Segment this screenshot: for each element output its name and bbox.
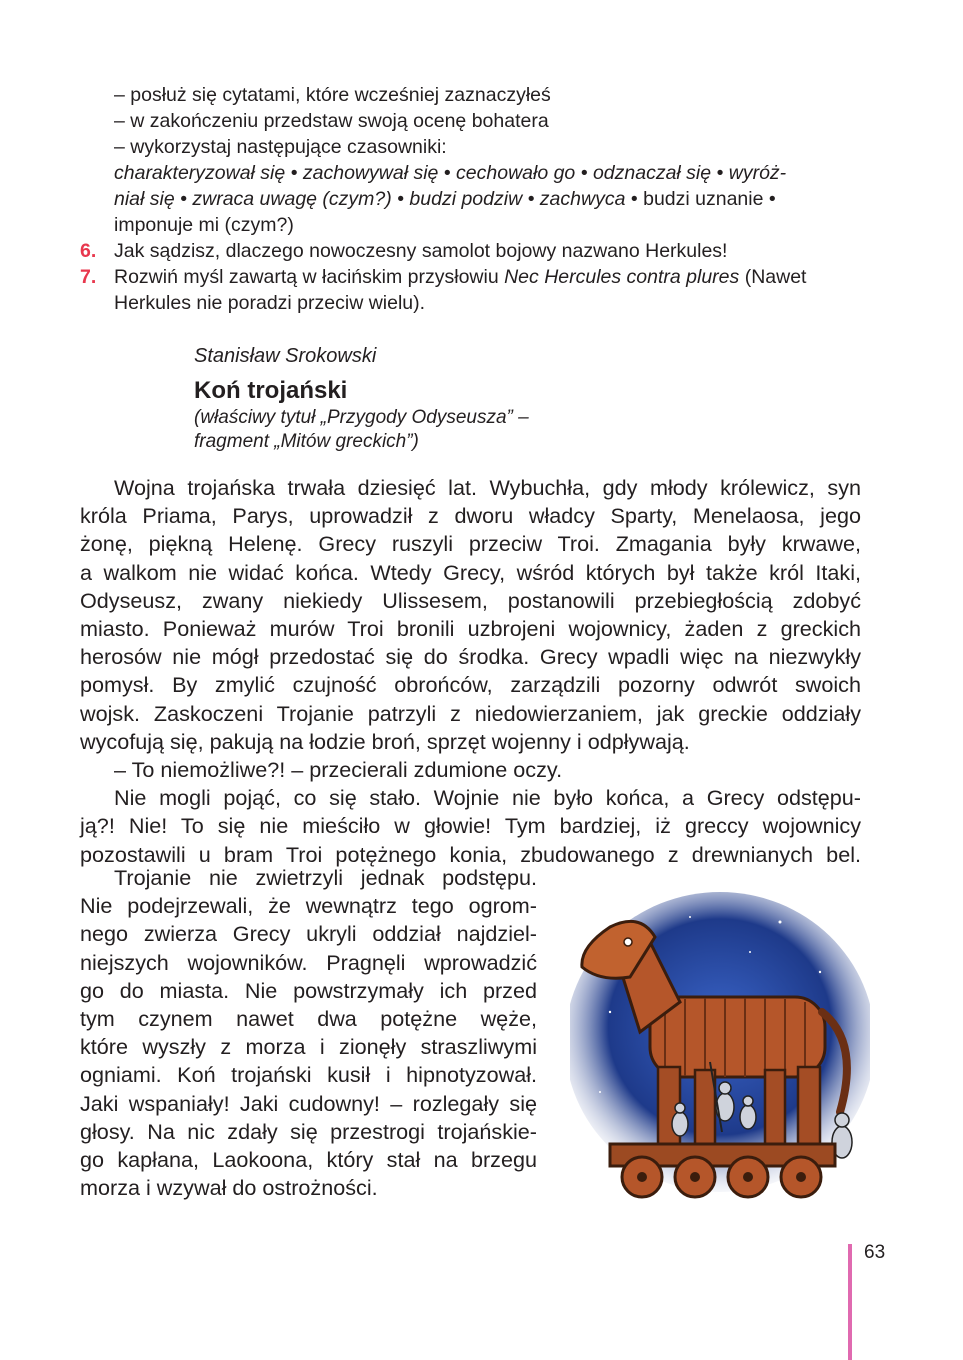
question-number: 7. xyxy=(80,266,97,288)
question-text xyxy=(114,264,870,316)
page-number-bar xyxy=(848,1244,852,1360)
trojan-horse-illustration xyxy=(570,892,870,1210)
latin-proverb: Nec Hercules contra plures xyxy=(504,266,740,288)
story-line: Wojna trojańska trwała dziesięć lat. Wybuchła, gdy młody królewicz, syn xyxy=(114,475,861,500)
story-text xyxy=(80,474,861,869)
author-name: Stanisław Srokowski xyxy=(194,345,377,367)
story-line: wycofują się, pakują na łodzie broń, sprzęt wojenny i odpływają. xyxy=(80,728,690,754)
reading-title: Koń trojański xyxy=(194,377,348,404)
question-text-line2: Herkules nie poradzi przeciw wielu). xyxy=(114,292,426,314)
story-line: herosów nie mógł przedostać się do środka. Grecy wpadli więc na niezwykły xyxy=(80,644,861,670)
instruction-bullet-2: – w zakończeniu przedstaw swoją ocenę bohatera xyxy=(114,110,549,132)
verbs-line-2-regular: • budzi uznanie • xyxy=(625,188,776,210)
story-line: Odyseusz, zwany niekiedy Ulissesem, postanowili przebiegłością zdobyć xyxy=(80,587,861,613)
story-line: pomysł. By zmylić czujność obrońców, zarządzili pozorny odwrót swoich xyxy=(80,672,861,698)
story-line: wojsk. Zaskoczeni Trojanie patrzyli z niedowierzaniem, jak greckie oddziały xyxy=(80,700,861,726)
question-number: 6. xyxy=(80,240,97,262)
story-line: Nie podejrzewali, że wewnątrz tego ogrom- xyxy=(80,893,537,919)
story-text-narrow xyxy=(80,864,537,1202)
story-line: które wyszły z morza i zionęły straszliwymi xyxy=(80,1034,537,1060)
reading-subtitle-line1: (właściwy tytuł „Przygody Odyseusza” – xyxy=(194,407,529,428)
story-line: nego zwierza Grecy ukryli oddział najdziel- xyxy=(80,921,537,947)
story-line: niejszych wojowników. Pragnęli wprowadzić xyxy=(80,949,537,975)
story-line: głosy. Na nic zdały się przestrogi trojańskie- xyxy=(80,1118,537,1144)
story-line: go do miasta. Nie powstrzymały ich przed xyxy=(80,977,537,1003)
horse-body xyxy=(650,997,825,1077)
story-line: Jaki wspaniały! Jaki cudowny! – rozlegały się xyxy=(80,1090,537,1116)
reading-heading xyxy=(194,343,694,454)
story-line: króla Priama, Parys, uprowadził z dworu władcy Sparty, Menelaosa, jego xyxy=(80,503,861,529)
story-line: morza i wzywał do ostrożności. xyxy=(80,1175,378,1201)
question-text: Jak sądzisz, dlaczego nowoczesny samolot bojowy nazwano Herkules! xyxy=(114,240,728,262)
question-text-start: Rozwiń myśl zawartą w łacińskim przysłowiu xyxy=(114,266,505,288)
story-line: żonę, piękną Helenę. Grecy ruszyli przeciw Troi. Zmagania były krwawe, xyxy=(80,531,861,557)
instruction-bullet-3: – wykorzystaj następujące czasowniki: xyxy=(114,136,447,158)
page-number: 63 xyxy=(864,1242,886,1263)
instructions-block xyxy=(80,82,870,316)
story-line: go kapłana, Laokoona, który stał na brzegu xyxy=(80,1147,537,1173)
instruction-bullet-1: – posłuż się cytatami, które wcześniej zaznaczyłeś xyxy=(114,84,551,106)
story-line: pozostawili u bram Troi potężnego konia, zbudowanego z drewnianych bel. xyxy=(80,841,861,867)
question-text-end: (Nawet xyxy=(739,266,807,288)
story-line: a walkom nie widać końca. Wtedy Grecy, wśród których był także król Itaki, xyxy=(80,559,861,585)
reading-subtitle-line2: fragment „Mitów greckich”) xyxy=(194,431,419,452)
story-line: Nie mogli pojąć, co się stało. Wojnie nie było końca, a Grecy odstępu- xyxy=(114,785,861,811)
verbs-line-1: charakteryzował się • zachowywał się • cechowało go • odznaczał się • wyróż- xyxy=(114,162,787,184)
story-line: Trojanie nie zwietrzyli jednak podstępu. xyxy=(114,865,537,890)
story-line: tym czynem nawet dwa potężne węże, xyxy=(80,1006,537,1032)
story-line: ogniami. Koń trojański kusił i hipnotyzował. xyxy=(80,1062,537,1088)
verbs-line-2 xyxy=(80,186,870,212)
question-7 xyxy=(80,264,870,316)
verbs-line-3: imponuje mi (czym?) xyxy=(114,214,294,236)
question-6 xyxy=(80,238,870,264)
verbs-line-2-italic: niał się • zwraca uwagę (czym?) • budzi podziw • zachwyca xyxy=(114,188,626,210)
horse-eye xyxy=(624,938,632,946)
story-line: ją?! Nie! To się nie mieściło w głowie! Tym bardziej, iż greccy wojownicy xyxy=(80,813,861,839)
story-line: – To niemożliwe?! – przecierali zdumione oczy. xyxy=(114,757,563,783)
story-line: miasto. Ponieważ murów Troi bronili uzbrojeni wojownicy, żaden z greckich xyxy=(80,616,861,642)
